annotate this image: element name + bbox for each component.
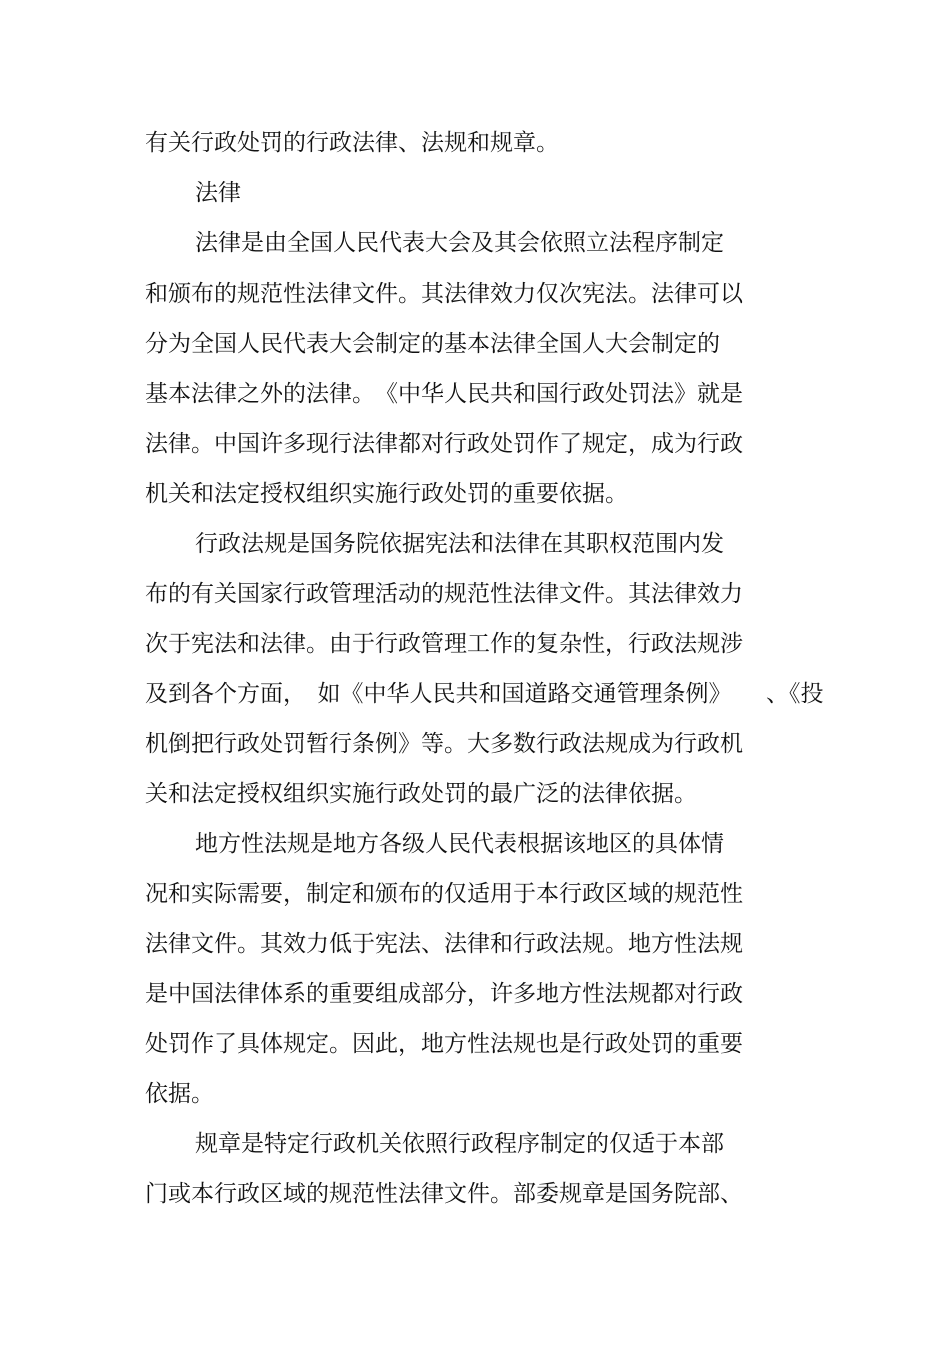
text-line: 是中国法律体系的重要组成部分，许多地方性法规都对行政 — [145, 981, 743, 1007]
text-line: 规章是特定行政机关依照行政程序制定的仅适于本部 — [195, 1131, 724, 1157]
text-line: 处罚作了具体规定。因此，地方性法规也是行政处罚的重要 — [145, 1031, 743, 1057]
text-line: 行政法规是国务院依据宪法和法律在其职权范围内发 — [195, 531, 724, 557]
text-line: 门或本行政区域的规范性法律文件。部委规章是国务院部、 — [145, 1181, 743, 1207]
text-line: 及到各个方面， 如《中华人民共和国道路交通管理条例》 、《投 — [145, 681, 824, 707]
text-line: 法律文件。其效力低于宪法、法律和行政法规。地方性法规 — [145, 931, 743, 957]
text-line: 法律。中国许多现行法律都对行政处罚作了规定，成为行政 — [145, 431, 743, 457]
text-line: 次于宪法和法律。由于行政管理工作的复杂性，行政法规涉 — [145, 631, 743, 657]
text-line: 分为全国人民代表大会制定的基本法律全国人大会制定的 — [145, 331, 720, 357]
text-line: 有关行政处罚的行政法律、法规和规章。 — [145, 130, 559, 156]
section-heading: 法律 — [195, 180, 241, 206]
text-line: 和颁布的规范性法律文件。其法律效力仅次宪法。法律可以 — [145, 281, 743, 307]
text-line: 基本法律之外的法律。 《中华人民共和国行政处罚法》就是 — [145, 381, 743, 407]
text-line: 法律是由全国人民代表大会及其会依照立法程序制定 — [195, 230, 724, 256]
text-line: 机关和法定授权组织实施行政处罚的重要依据。 — [145, 481, 628, 507]
text-line: 况和实际需要，制定和颁布的仅适用于本行政区域的规范性 — [145, 881, 743, 907]
text-line: 依据。 — [145, 1081, 214, 1107]
text-line: 关和法定授权组织实施行政处罚的最广泛的法律依据。 — [145, 781, 697, 807]
text-line: 机倒把行政处罚暂行条例》等。大多数行政法规成为行政机 — [145, 731, 743, 757]
text-line: 地方性法规是地方各级人民代表根据该地区的具体情 — [195, 831, 724, 857]
text-line: 布的有关国家行政管理活动的规范性法律文件。其法律效力 — [145, 581, 743, 607]
